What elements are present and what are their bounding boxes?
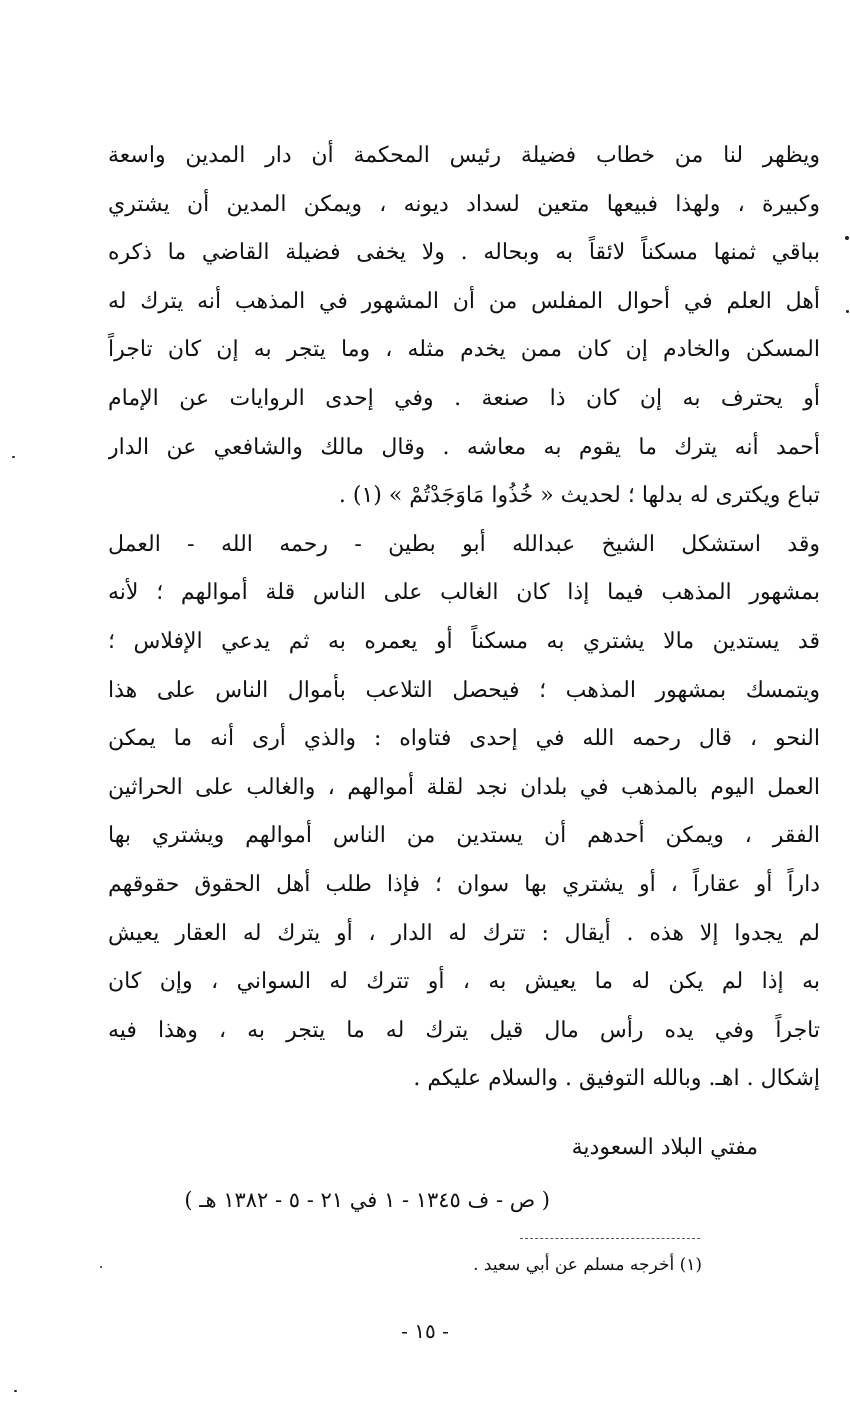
text-line: أحمد أنه يترك ما يقوم به معاشه . وقال مالك والشافعي عن الدار xyxy=(108,434,820,460)
text-line: ويتمسك بمشهور المذهب ؛ فيحصل التلاعب بأموال الناس على هذا xyxy=(108,677,820,703)
text-line: أو يحترف به إن كان ذا صنعة . وفي إحدى الروايات عن الإمام xyxy=(108,385,820,411)
page-number: - ١٥ - xyxy=(401,1319,449,1343)
text-line: النحو ، قال رحمه الله في إحدى فتاواه : والذي أرى أنه ما يمكن xyxy=(108,726,820,752)
text-line: وكبيرة ، ولهذا فبيعها متعين لسداد ديونه ، ويمكن المدين أن يشتري xyxy=(108,191,820,217)
scan-speck xyxy=(845,236,849,240)
text-line: وقد استشكل الشيخ عبدالله أبو بطين - رحمه الله - العمل xyxy=(108,531,820,557)
text-line: بمشهور المذهب فيما إذا كان الغالب على الناس قلة أموالهم ؛ لأنه xyxy=(108,580,820,606)
text-line: أهل العلم في أحوال المفلس من أن المشهور في المذهب أنه يترك له xyxy=(108,288,820,314)
text-line: الفقر ، ويمكن أحدهم أن يستدين من الناس أموالهم ويشتري بها xyxy=(108,823,820,849)
text-line: ويظهر لنا من خطاب فضيلة رئيس المحكمة أن دار المدين واسعة xyxy=(108,143,820,168)
signature: مفتي البلاد السعودية xyxy=(571,1135,758,1160)
reference-number: ( ص - ف ١٣٤٥ - ١ في ٢١ - ٥ - ١٣٨٢ هـ ) xyxy=(184,1188,550,1212)
text-line: المسكن والخادم إن كان ممن يخدم مثله ، وما يتجر به إن كان تاجراً xyxy=(108,337,820,363)
footnote: (١) أخرجه مسلم عن أبي سعيد . xyxy=(473,1255,702,1275)
scan-speck xyxy=(12,456,15,458)
scan-speck xyxy=(100,1266,102,1268)
text-line: العمل اليوم بالمذهب في بلدان نجد لقلة أموالهم ، والغالب على الحراثين xyxy=(108,774,820,800)
paragraph-1 xyxy=(108,132,820,521)
text-line: إشكال . اهـ. وبالله التوفيق . والسلام عليكم . xyxy=(413,1066,820,1092)
text-line: تباع ويكترى له بدلها ؛ لحديث « خُذُوا مَاوَجَدْتُمْ » (١) . xyxy=(338,483,820,509)
text-line: به إذا لم يكن له ما يعيش به ، أو تترك له السواني ، وإن كان xyxy=(108,969,820,995)
text-line: قد يستدين مالا يشتري به مسكناً أو يعمره به ثم يدعي الإفلاس ؛ xyxy=(108,628,820,654)
footnote-divider xyxy=(520,1238,700,1239)
text-line: لم يجدوا إلا هذه . أيقال : تترك له الدار ، أو يترك له العقار يعيش xyxy=(108,920,820,946)
scan-speck xyxy=(846,310,849,313)
text-line: بباقي ثمنها مسكناً لائقاً به وبحاله . ولا يخفى فضيلة القاضي ما ذكره xyxy=(108,240,820,266)
paragraph-2 xyxy=(108,521,820,1104)
text-line: تاجراً وفي يده رأس مال قيل يترك له ما يتجر به ، وهذا فيه xyxy=(108,1017,820,1043)
body-text xyxy=(108,132,820,1104)
text-line: داراً أو عقاراً ، أو يشتري بها سوان ؛ فإذا طلب أهل الحقوق حقوقهم xyxy=(108,871,820,897)
scan-speck xyxy=(14,1390,17,1392)
